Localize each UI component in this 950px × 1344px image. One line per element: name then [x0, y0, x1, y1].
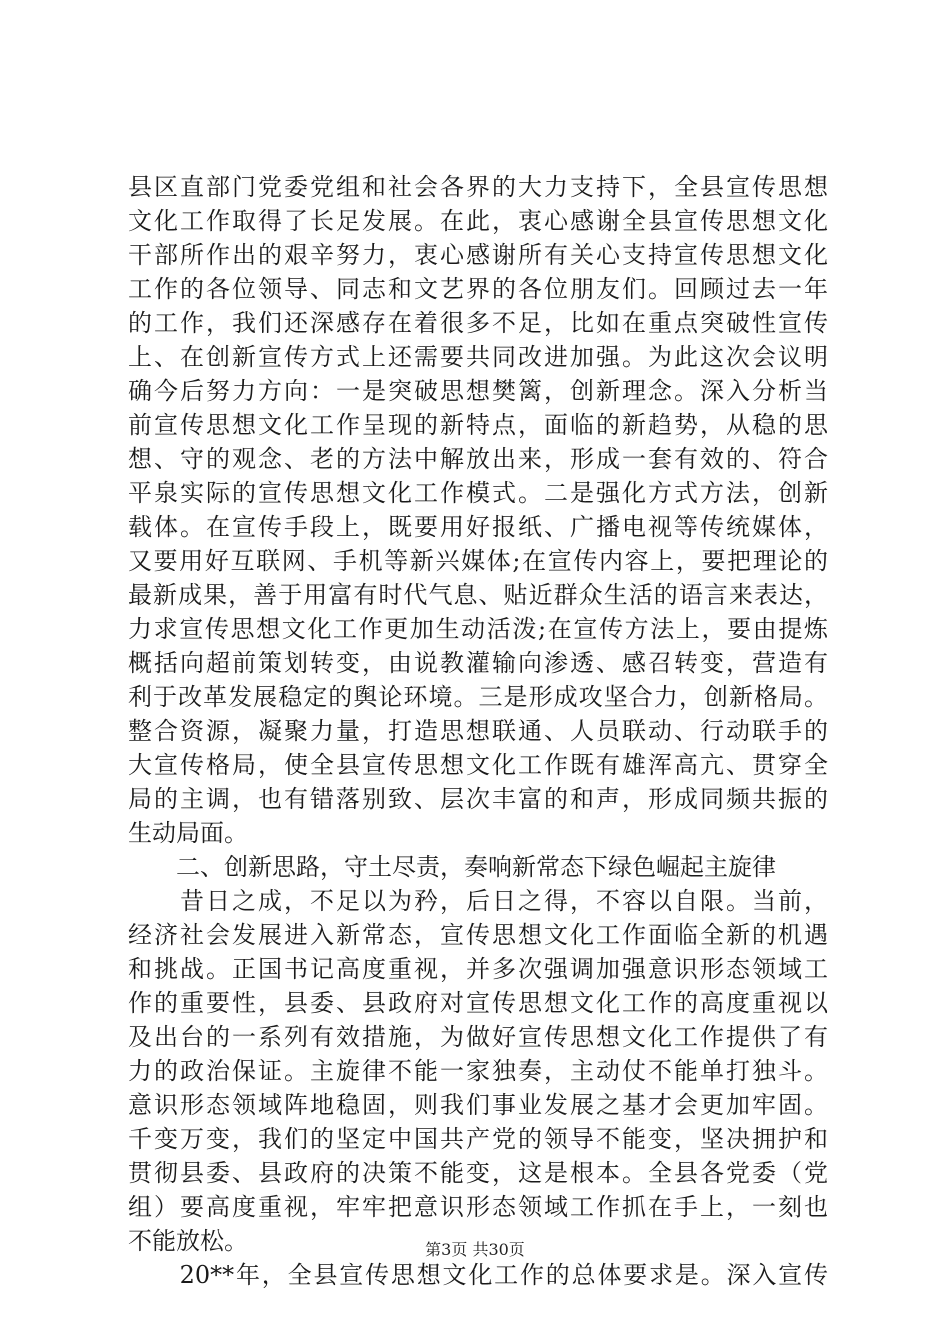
text-line: 平泉实际的宣传思想文化工作模式。二是强化方式方法，创新 — [128, 479, 828, 507]
text-line: 最新成果，善于用富有时代气息、贴近群众生活的语言来表达， — [128, 581, 828, 609]
text-line: 干部所作出的艰辛努力，衷心感谢所有关心支持宣传思想文化 — [128, 241, 828, 269]
text-line: 力求宣传思想文化工作更加生动活泼;在宣传方法上，要由提炼 — [128, 615, 828, 643]
text-line: 前宣传思想文化工作呈现的新特点，面临的新趋势，从稳的思 — [128, 411, 828, 439]
text-line: 不能放松。 — [128, 1227, 248, 1255]
text-line: 力的政治保证。主旋律不能一家独奏，主动仗不能单打独斗。 — [128, 1057, 828, 1085]
text-line: 作的重要性，县委、县政府对宣传思想文化工作的高度重视以 — [128, 989, 828, 1017]
text-line: 意识形态领域阵地稳固，则我们事业发展之基才会更加牢固。 — [128, 1091, 828, 1119]
text-line: 县区直部门党委党组和社会各界的大力支持下，全县宣传思想 — [128, 173, 828, 201]
text-line: 载体。在宣传手段上，既要用好报纸、广播电视等传统媒体， — [128, 513, 828, 541]
text-line: 昔日之成，不足以为矜，后日之得，不容以自限。当前， — [128, 887, 828, 915]
text-line: 利于改革发展稳定的舆论环境。三是形成攻坚合力，创新格局。 — [128, 683, 828, 711]
section-heading: 二、创新思路，守土尽责，奏响新常态下绿色崛起主旋律 — [128, 853, 776, 881]
text-line: 上、在创新宣传方式上还需要共同改进加强。为此这次会议明 — [128, 343, 828, 371]
text-line: 的工作，我们还深感存在着很多不足，比如在重点突破性宣传 — [128, 309, 828, 337]
text-line: 20**年，全县宣传思想文化工作的总体要求是。深入宣传 — [128, 1261, 828, 1289]
text-line: 概括向超前策划转变，由说教灌输向渗透、感召转变，营造有 — [128, 649, 828, 677]
text-line: 文化工作取得了长足发展。在此，衷心感谢全县宣传思想文化 — [128, 207, 828, 235]
text-line: 大宣传格局，使全县宣传思想文化工作既有雄浑高亢、贯穿全 — [128, 751, 828, 779]
text-line: 组）要高度重视，牢牢把意识形态领域工作抓在手上，一刻也 — [128, 1193, 828, 1221]
text-line: 局的主调，也有错落别致、层次丰富的和声，形成同频共振的 — [128, 785, 828, 813]
text-line: 生动局面。 — [128, 819, 248, 847]
text-line: 及出台的一系列有效措施，为做好宣传思想文化工作提供了有 — [128, 1023, 828, 1051]
page-number-footer: 第3页 共30页 — [425, 1240, 525, 1259]
text-line: 又要用好互联网、手机等新兴媒体;在宣传内容上，要把理论的 — [128, 547, 828, 575]
text-line: 千变万变，我们的坚定中国共产党的领导不能变，坚决拥护和 — [128, 1125, 828, 1153]
text-line: 经济社会发展进入新常态，宣传思想文化工作面临全新的机遇 — [128, 921, 828, 949]
text-line: 想、守的观念、老的方法中解放出来，形成一套有效的、符合 — [128, 445, 828, 473]
body-text — [128, 170, 828, 1292]
text-line: 整合资源，凝聚力量，打造思想联通、人员联动、行动联手的 — [128, 717, 828, 745]
text-line: 贯彻县委、县政府的决策不能变，这是根本。全县各党委（党 — [128, 1159, 828, 1187]
text-line: 确今后努力方向：一是突破思想樊篱，创新理念。深入分析当 — [128, 377, 828, 405]
text-line: 工作的各位领导、同志和文艺界的各位朋友们。回顾过去一年 — [128, 275, 828, 303]
text-line: 和挑战。正国书记高度重视，并多次强调加强意识形态领域工 — [128, 955, 828, 983]
